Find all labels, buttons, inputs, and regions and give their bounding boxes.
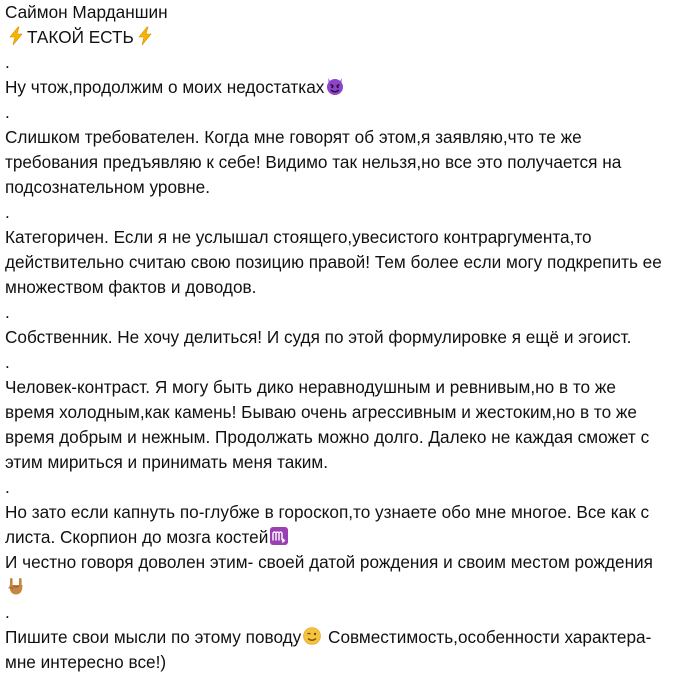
paragraph-line: требования предъявляю к себе! Видимо так нельзя,но все это получается на	[5, 152, 622, 172]
paragraph-line: этим мириться и принимать меня таким.	[5, 452, 328, 472]
post-title-text: ТАКОЙ ЕСТЬ	[27, 27, 134, 47]
scorpio-sign-icon	[269, 526, 289, 546]
paragraph-line: И честно говоря доволен этим- своей датой рождения и своим местом рождения	[5, 552, 653, 572]
paragraph-line	[5, 575, 695, 600]
paragraph-line	[5, 525, 695, 550]
separator-dot: .	[5, 52, 10, 72]
intro-text: Ну чтож,продолжим о моих недостатках	[5, 77, 325, 97]
separator-dot: .	[5, 302, 10, 322]
paragraph-line: Собственник. Не хочу делиться! И судя по этой формулировке я ещё и эгоист.	[5, 327, 632, 347]
smiling-devil-icon	[325, 76, 345, 96]
post-title	[5, 25, 695, 50]
separator-dot: .	[5, 602, 10, 622]
paragraph-line: действительно считаю свою позицию правой! Тем более если могу подкрепить ее	[5, 252, 662, 272]
lightning-icon	[6, 26, 26, 46]
separator-dot: .	[5, 102, 10, 122]
paragraph-line: время добрым и нежным. Продолжать можно долго. Далеко не каждая сможет с	[5, 427, 650, 447]
winking-face-icon	[302, 626, 322, 646]
post-body	[5, 0, 695, 675]
paragraph-line: подсознательном уровне.	[5, 177, 210, 197]
paragraph-line: время холодным,как камень! Бываю очень агрессивным и жестоким,но в то же	[5, 402, 637, 422]
paragraph-line: Но зато если капнуть по-глубже в гороскоп,то узнаете обо мне многое. Все как с	[5, 502, 650, 522]
rock-on-hand-icon	[6, 576, 26, 596]
lightning-icon	[135, 26, 155, 46]
paragraph-text: Совместимость,особенности характера-	[323, 627, 652, 647]
paragraph-line: мне интересно все!)	[5, 652, 167, 672]
paragraph-text: листа. Скорпион до мозга костей	[5, 527, 269, 547]
paragraph-text: Пишите свои мысли по этому поводу	[5, 627, 302, 647]
paragraph-line: Категоричен. Если я не услышал стоящего,увесистого контраргумента,то	[5, 227, 592, 247]
post-author[interactable]: Саймон Марданшин	[5, 2, 168, 22]
paragraph-line: Человек-контраст. Я могу быть дико неравнодушным и ревнивым,но в то же	[5, 377, 616, 397]
paragraph-line: множеством фактов и доводов.	[5, 277, 257, 297]
separator-dot: .	[5, 477, 10, 497]
separator-dot: .	[5, 202, 10, 222]
paragraph-line	[5, 625, 695, 650]
paragraph-line: Слишком требователен. Когда мне говорят об этом,я заявляю,что те же	[5, 127, 582, 147]
separator-dot: .	[5, 352, 10, 372]
intro-line	[5, 75, 695, 100]
